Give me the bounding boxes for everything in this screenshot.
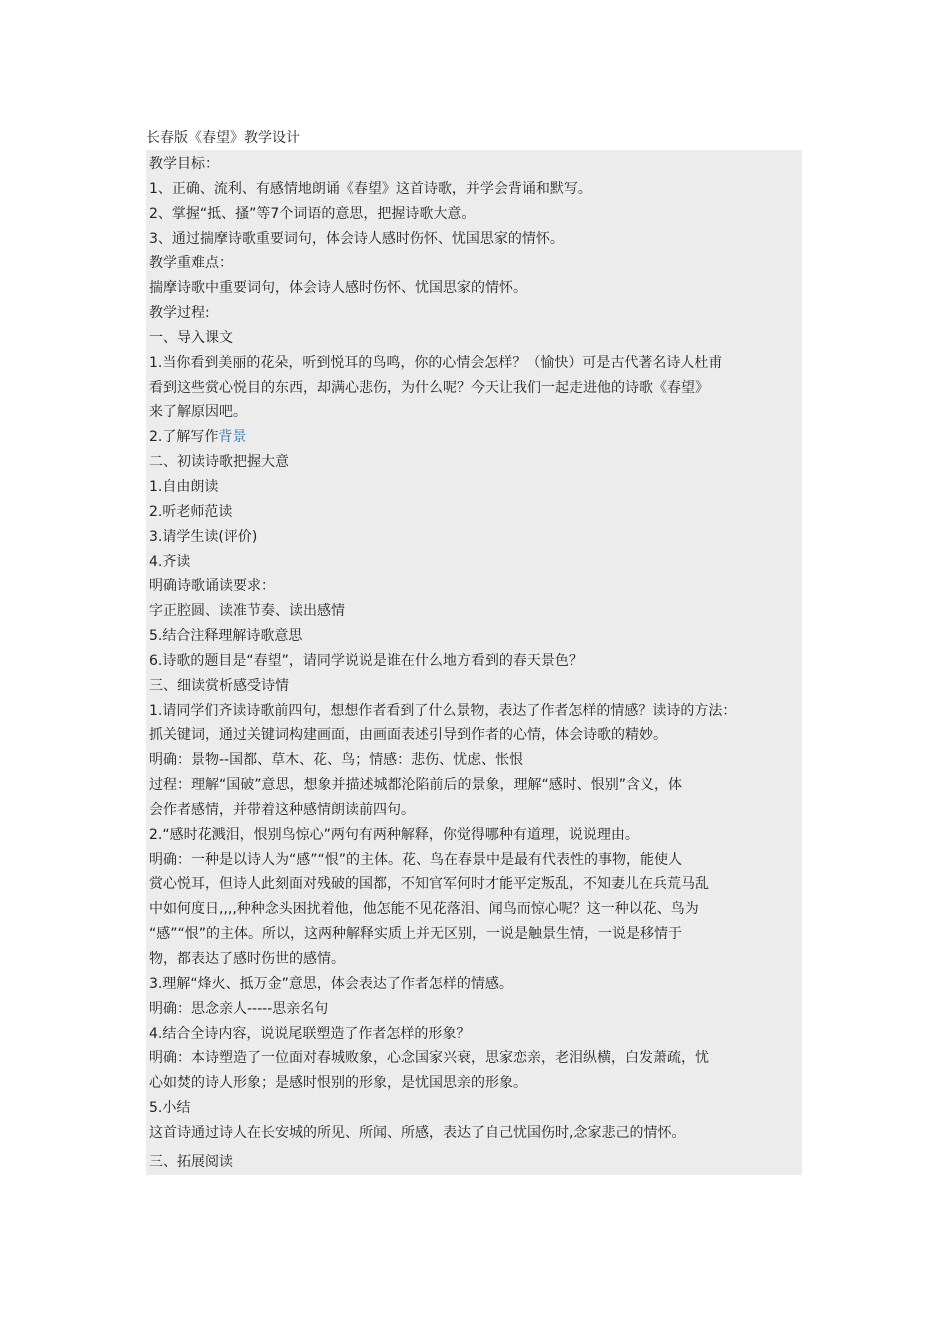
text-line: 来了解原因吧。 [149,404,247,421]
text-line: 明确诗歌诵读要求： [149,578,275,595]
text-line: 3.请学生读(评价) [149,528,258,545]
text-line: 教学过程: [149,305,210,322]
text-line: 1.自由朗读 [149,478,219,495]
text-line: 4.齐读 [149,553,191,570]
text-line: 2.听老师范读 [149,503,233,520]
section-heading: 三、细读赏析感受诗情 [149,677,289,694]
text-line: 这首诗通过诗人在长安城的所见、所闻、所感，表达了自己忧国伤时,念家悲己的情怀。 [149,1124,686,1141]
text-line: 明确：思念亲人-----思亲名句 [149,1000,329,1017]
text-line: 抓关键词，通过关键词构建画面，由画面表述引导到作者的心情，体会诗歌的精妙。 [149,727,667,744]
text-line: 赏心悦耳，但诗人此刻面对残破的国都，不知官军何时才能平定叛乱，不知妻儿在兵荒马乱 [149,876,709,893]
text-line: 明确：一种是以诗人为“感”“恨”的主体。花、鸟在春景中是最有代表性的事物，能使人 [149,851,683,868]
text-line: 中如何度日,,,,种种念头困扰着他，他怎能不见花落泪、闻鸟而惊心呢？这一种以花、鸟为 [149,901,699,918]
text-line: 4.结合全诗内容，说说尾联塑造了作者怎样的形象？ [149,1025,471,1042]
text-line: 1.当你看到美丽的花朵，听到悦耳的鸟鸣，你的心情会怎样？（愉快）可是古代著名诗人杜甫 [149,354,723,371]
text-line: 明确：本诗塑造了一位面对春城败象，心念国家兴衰，思家恋亲，老泪纵横，白发萧疏，忧 [149,1050,709,1067]
text-line: 3、通过揣摩诗歌重要词句，体会诗人感时伤怀、忧国思家的情怀。 [149,230,564,247]
text-line: 心如焚的诗人形象；是感时恨别的形象，是忧国思亲的形象。 [149,1075,527,1092]
text-line: 会作者感情，并带着这种感情朗读前四句。 [149,801,415,818]
text-line-with-link [149,425,802,450]
section-heading: 一、导入课文 [149,329,233,346]
text-line: 5.结合注释理解诗歌意思 [149,628,303,645]
section-heading: 二、初读诗歌把握大意 [149,454,289,471]
document-title: 长春版《春望》教学设计 [146,130,300,146]
text-line: 看到这些赏心悦目的东西，却满心悲伤，为什么呢？今天让我们一起走进他的诗歌《春望》 [149,379,709,396]
text-line: 教学重难点： [149,255,233,272]
lesson-plan-body [146,150,802,1175]
text-line: 1、正确、流利、有感情地朗诵《春望》这首诗歌，并学会背诵和默写。 [149,180,592,197]
text-line: 揣摩诗歌中重要词句，体会诗人感时伤怀、忧国思家的情怀。 [149,280,527,297]
text-line: 1.请同学们齐读诗歌前四句，想想作者看到了什么景物，表达了作者怎样的情感？读诗的方法： [149,702,737,719]
background-link[interactable]: 背景 [218,429,247,446]
section-heading: 三、拓展阅读 [149,1153,233,1170]
text-line: 3.理解“烽火、抵万金”意思，体会表达了作者怎样的情感。 [149,975,513,992]
text-line: 物，都表达了感时伤世的感情。 [149,951,345,967]
text-line: 明确：景物--国都、草木、花、鸟；情感：悲伤、忧虑、怅恨 [149,752,524,769]
text-line: 5.小结 [149,1100,191,1117]
text-line: 2.“感时花溅泪，恨别鸟惊心”两句有两种解释，你觉得哪种有道理，说说理由。 [149,826,639,843]
text-line: 6.诗歌的题目是“春望”，请同学说说是谁在什么地方看到的春天景色？ [149,652,583,669]
text-line: 字正腔圆、读准节奏、读出感情 [149,603,345,620]
text-line-label: 2.了解写作 [149,429,219,446]
text-line: 2、掌握“抵、搔”等7个词语的意思，把握诗歌大意。 [149,205,476,222]
text-line: “感”“恨”的主体。所以，这两种解释实质上并无区别，一说是触景生情，一说是移情于 [149,926,683,943]
text-line: 教学目标： [149,156,219,172]
text-line: 过程：理解“国破”意思，想象并描述城都沦陷前后的景象，理解“感时、恨别”含义，体 [149,777,683,794]
